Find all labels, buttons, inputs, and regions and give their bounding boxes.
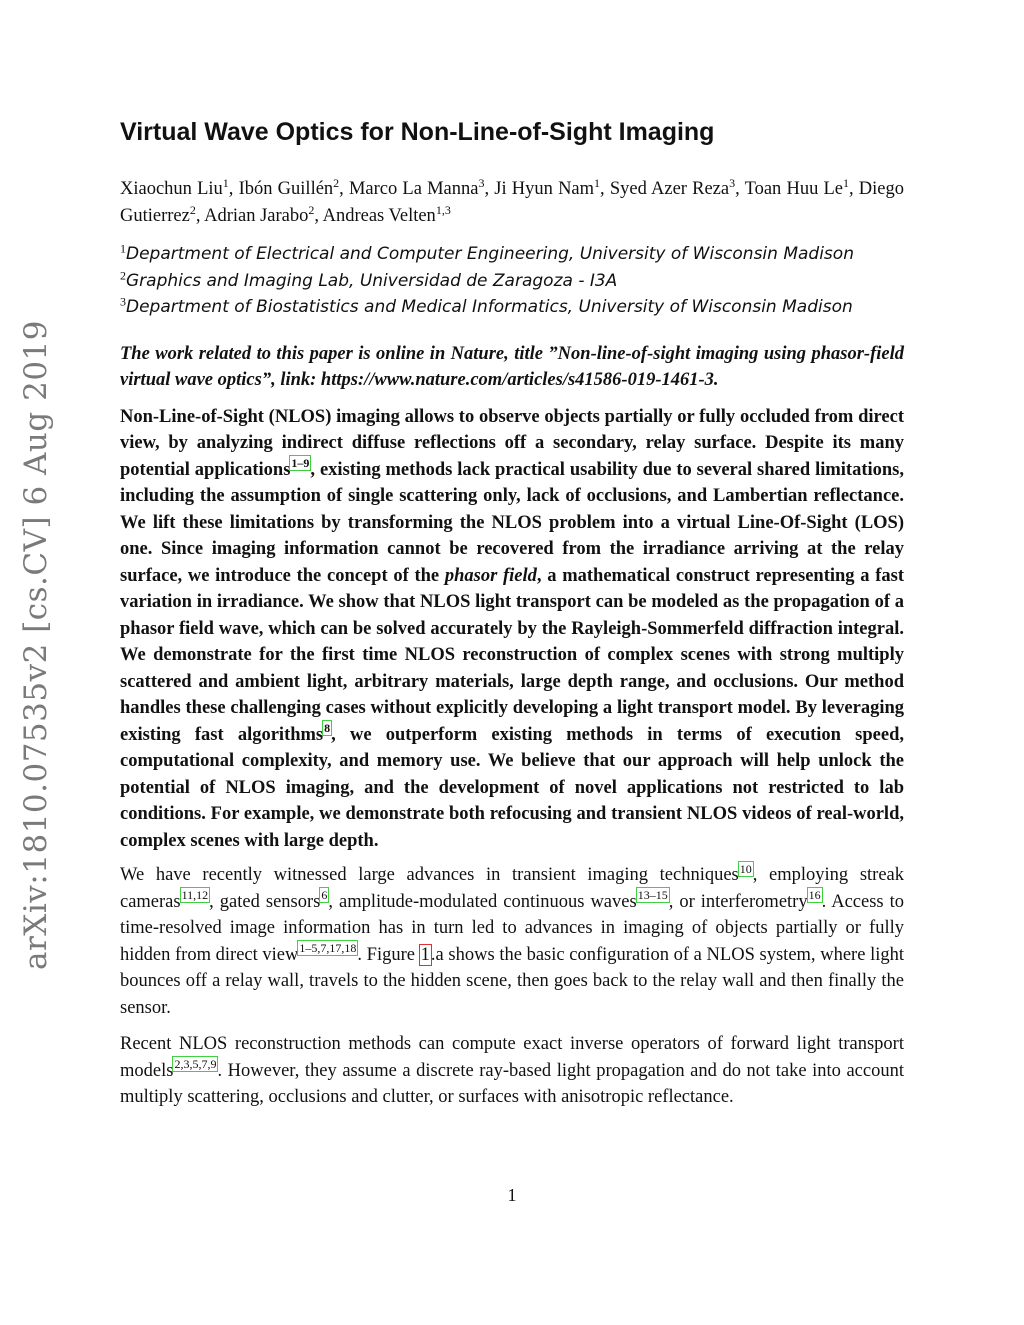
citation-link[interactable]: 13–15	[637, 888, 668, 903]
page-number: 1	[507, 1185, 517, 1205]
author: Toan Huu Le$^1$,	[744, 175, 859, 199]
author: Andreas Velten$^{1,3}$	[322, 202, 451, 226]
author: Adrian Jarabo$^2$,	[204, 202, 323, 226]
author: Xiaochun Liu$^1$,	[120, 175, 239, 199]
emphasis: phasor field	[444, 565, 537, 586]
author: Diego Gutierrez$^2$,	[120, 179, 905, 226]
paper-page	[120, 112, 904, 1121]
author: Syed Azer Reza$^3$,	[609, 175, 745, 199]
figure-link[interactable]: 1	[420, 944, 430, 965]
affiliation: $^3$Department of Biostatistics and Medical Informatics, University of Wisconsin Madison	[120, 294, 853, 317]
affiliation: $^2$Graphics and Imaging Lab, Universidad de Zaragoza - I3A	[120, 267, 618, 291]
author: Ibón Guillén$^2$,	[238, 175, 349, 199]
publication-notice: The work related to this paper is online in Nature, title ”Non-line-of-sight imaging using phasor-field virtual wave optics”, link: https://www.nature.com/articles/s41586-019-1461-3.	[120, 343, 904, 390]
body-paragraph: Recent NLOS reconstruction methods can compute exact inverse operators of forward light transport models$^{2,3,5,7,9}$. However, they assume a discrete ray-based light propagation and do not take into account multiply scattering, occlusions and clutter, or surfaces with anisotropic reflectance.	[120, 1034, 904, 1107]
citation-link[interactable]: 8	[324, 721, 331, 736]
citation-link[interactable]: 16	[808, 888, 821, 903]
citation-link[interactable]: 1–5,7,17,18	[299, 941, 357, 956]
citation-link[interactable]: 11,12	[181, 888, 209, 903]
citation-link[interactable]: 10	[739, 861, 752, 876]
abstract: Non-Line-of-Sight (NLOS) imaging allows to observe objects partially or fully occluded from direct view, by analyzing indirect diffuse reflections off a secondary, relay surface. Despite its many potential applications$^{1-9}$, existing methods lack practical usability due to several shared limitations, including the assumption of single scattering only, lack of occlusions, and Lambertian reflectance. We lift these limitations by transforming the NLOS problem into a virtual Line-Of-Sight (LOS) one. Since imaging information cannot be recovered from the irradiance arriving at the relay surface, we introduce the concept of the phasor field, a mathematical construct representing a fast variation in irradiance. We show that NLOS light transport can be modeled as the propagation of a phasor field wave, which can be solved accurately by the Rayleigh-Sommerfeld diffraction integral. We demonstrate for the first time NLOS reconstruction of complex scenes with strong multiply scattered and ambient light, arbitrary materials, large depth range, and occlusions. Our method handles these challenging cases without explicitly developing a light transport model. By leveraging existing fast algorithms$^8$, we outperform existing methods in terms of execution speed, computational complexity, and memory use. We believe that our approach will help unlock the potential of NLOS imaging, and the development of novel applications not restricted to lab conditions. For example, we demonstrate both refocusing and transient NLOS videos of real-world, complex scenes with large depth.	[120, 406, 904, 851]
arxiv-stamp-text: arXiv:1810.07535v2 [cs.CV] 6 Aug 2019	[18, 320, 54, 970]
affiliation: $^1$Department of Electrical and Computer Engineering, University of Wisconsin Madison	[120, 241, 854, 264]
citation-link[interactable]: 1–9	[291, 456, 310, 471]
body-paragraph: We have recently witnessed large advances in transient imaging techniques$^{10}$, employing streak cameras$^{11,12}$, gated sensors$^6$, amplitude-modulated continuous waves$^{13-15}$, or interferometry$^{16}$. Access to time-resolved image information has in turn led to advances in imaging of objects partially or fully hidden from direct view$^{1-5,7,17,18}$. Figure 1.a shows the basic configuration of a NLOS system, where light bounces off a relay wall, travels to the hidden scene, then goes back to the relay wall and then finally the sensor.	[120, 861, 905, 1018]
arxiv-stamp	[12, 320, 60, 970]
author: Marco La Manna$^3$,	[348, 175, 495, 199]
author: Ji Hyun Nam$^1$,	[494, 175, 610, 199]
affiliation-list	[120, 241, 904, 321]
citation-link[interactable]: 2,3,5,7,9	[174, 1057, 217, 1072]
citation-link[interactable]: 6	[321, 888, 328, 903]
paper-title: Virtual Wave Optics for Non-Line-of-Sight Imaging	[120, 118, 715, 146]
author-list	[120, 176, 904, 229]
